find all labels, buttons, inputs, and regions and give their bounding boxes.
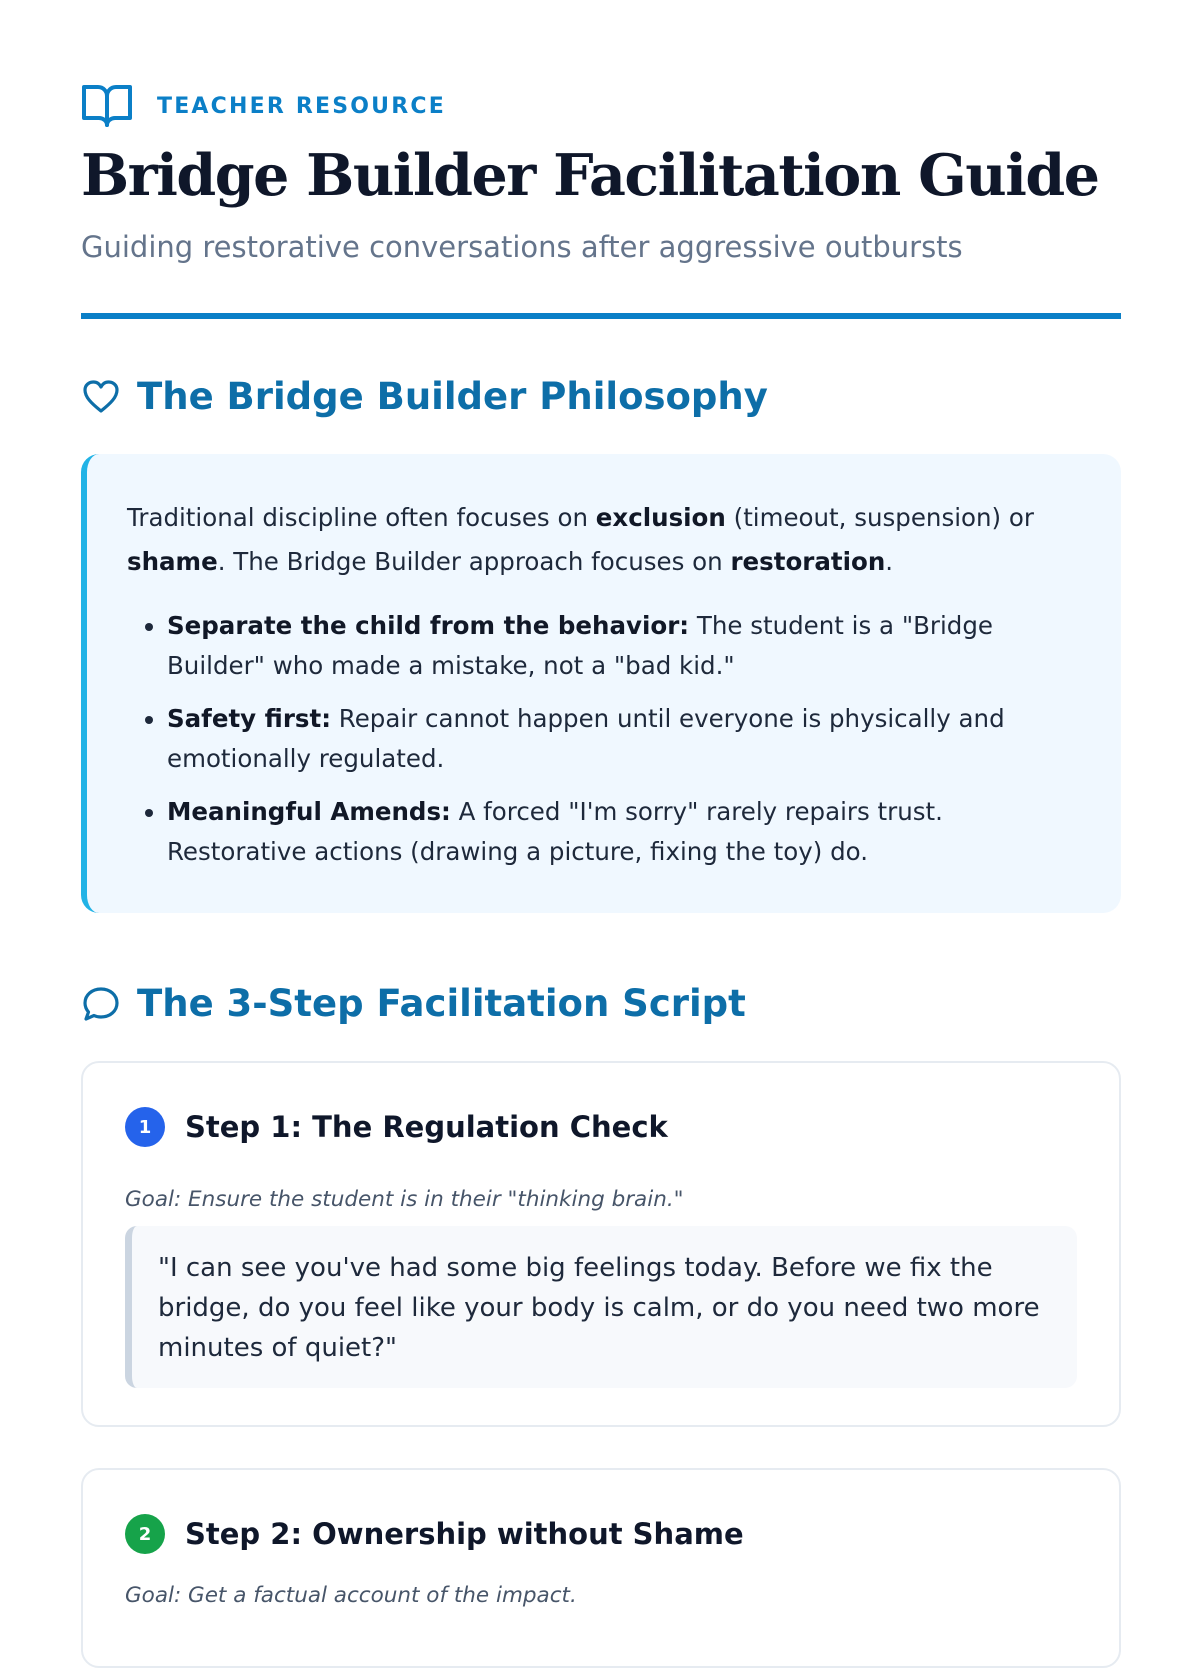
step-number-badge: 1 bbox=[125, 1107, 165, 1147]
eyebrow-label: TEACHER RESOURCE bbox=[157, 93, 446, 119]
list-item: • Meaningful Amends: A forced "I'm sorry" rarely repairs trust. Restorative actions (drawing a picture, fixing the toy) do. bbox=[167, 792, 1077, 872]
speech-bubble-icon bbox=[81, 984, 121, 1024]
header-divider bbox=[81, 313, 1121, 319]
step-title: Step 2: Ownership without Shame bbox=[185, 1517, 744, 1551]
step-number-badge: 2 bbox=[125, 1514, 165, 1554]
list-item: • Separate the child from the behavior: The student is a "Bridge Builder" who made a mistake, not a "bad kid." bbox=[167, 606, 1077, 686]
philosophy-heading: The Bridge Builder Philosophy bbox=[137, 375, 768, 418]
step-title: Step 1: The Regulation Check bbox=[185, 1110, 668, 1144]
list-item: • Safety first: Repair cannot happen until everyone is physically and emotionally regulated. bbox=[167, 699, 1077, 779]
step-header bbox=[125, 1514, 744, 1554]
emphasis-restoration: restoration bbox=[730, 547, 886, 576]
emphasis-exclusion: exclusion bbox=[595, 503, 726, 532]
page-title: Bridge Builder Facilitation Guide bbox=[81, 142, 1099, 209]
philosophy-callout bbox=[81, 454, 1121, 913]
script-section-heading bbox=[81, 982, 746, 1025]
script-heading: The 3-Step Facilitation Script bbox=[137, 982, 746, 1025]
step-card bbox=[81, 1468, 1121, 1668]
philosophy-intro: Traditional discipline often focuses on exclusion (timeout, suspension) or shame. The Bridge Builder approach focuses on restoration. bbox=[127, 503, 1034, 576]
step-header bbox=[125, 1107, 668, 1147]
step-goal: Goal: Get a factual account of the impact. bbox=[125, 1583, 577, 1608]
script-quote: "I can see you've had some big feelings today. Before we fix the bridge, do you feel like your body is calm, or do you need two more minutes of quiet?" bbox=[125, 1226, 1077, 1388]
emphasis-shame: shame bbox=[127, 547, 218, 576]
step-card bbox=[81, 1061, 1121, 1427]
page-subtitle: Guiding restorative conversations after aggressive outbursts bbox=[81, 230, 963, 264]
heart-icon bbox=[81, 377, 121, 417]
resource-eyebrow bbox=[81, 83, 446, 129]
philosophy-points bbox=[127, 606, 1077, 872]
step-goal: Goal: Ensure the student is in their "thinking brain." bbox=[125, 1187, 684, 1212]
book-open-icon bbox=[81, 83, 133, 129]
philosophy-section-heading bbox=[81, 375, 768, 418]
